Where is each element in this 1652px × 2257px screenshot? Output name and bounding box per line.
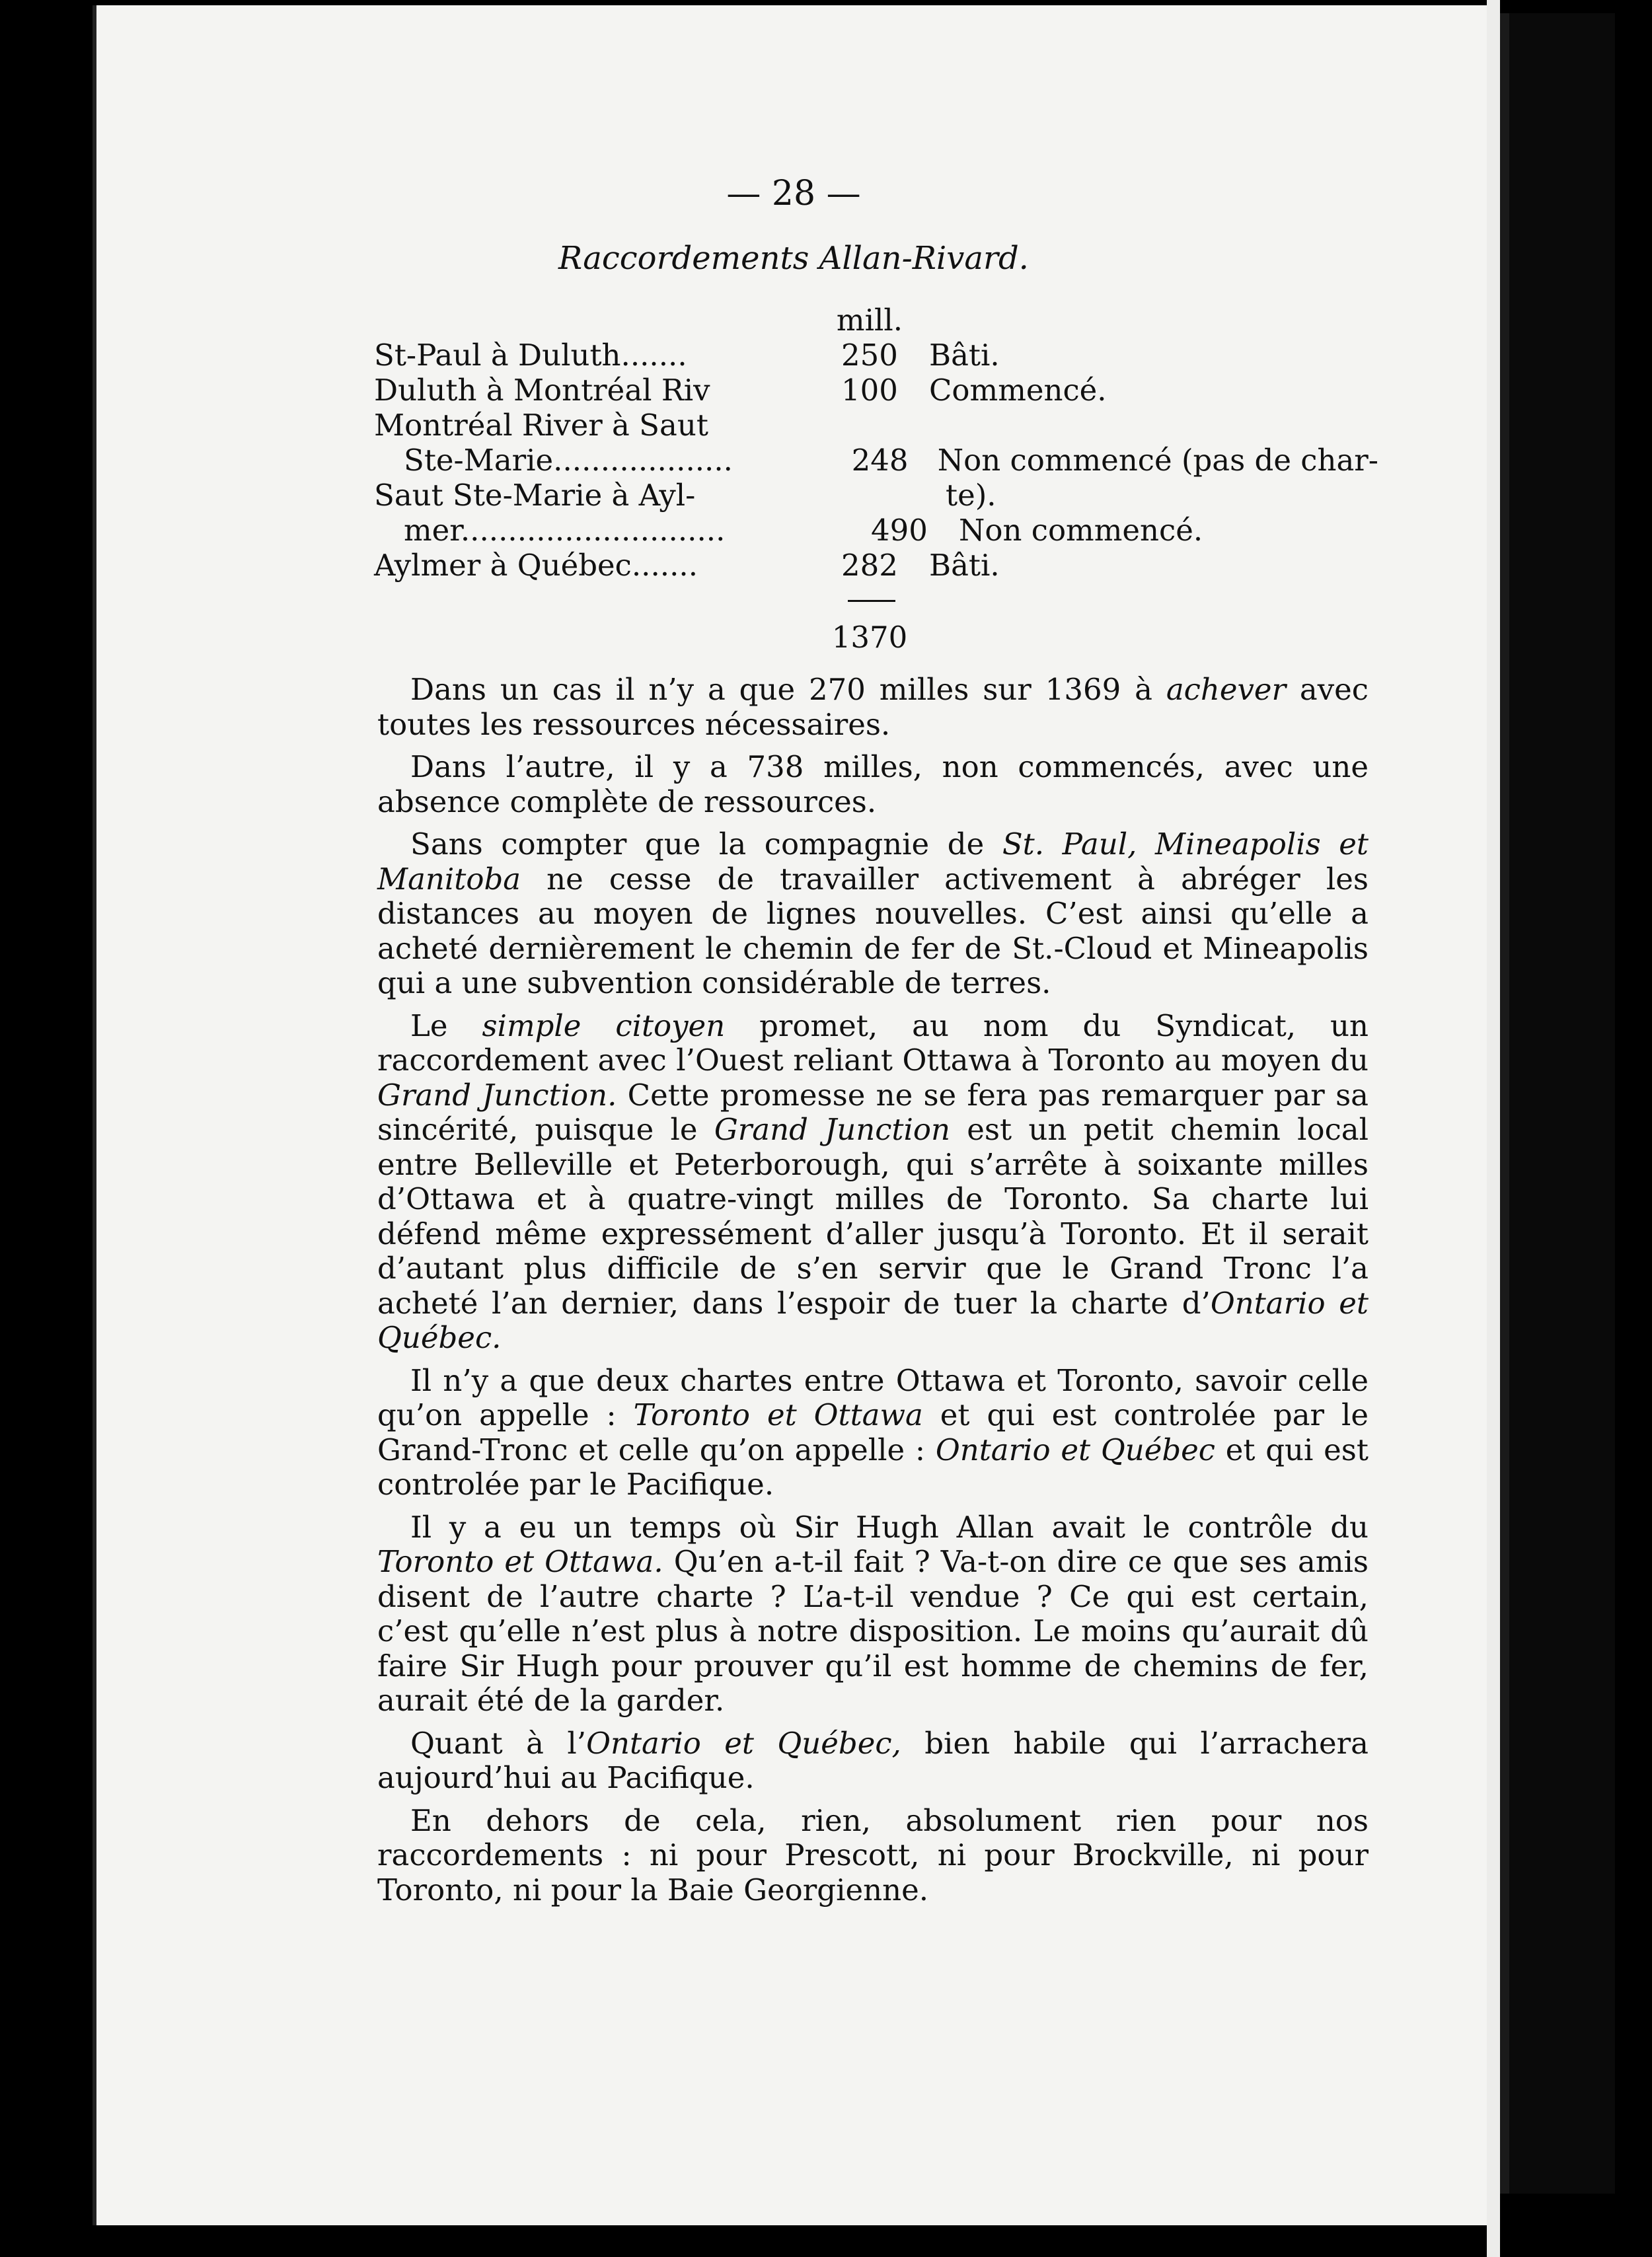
- route-status: Commencé.: [929, 373, 1107, 408]
- table-row: [374, 443, 1378, 478]
- paragraph: Il n’y a que deux chartes entre Ottawa et Toronto, savoir celle qu’on appelle : Toronto et Ottawa et qui est controlée par le Grand-Tronc et celle qu’on appelle : Ontario et Québec et qui est controlée par le Pacifique.: [377, 1362, 1369, 1502]
- table-row: [374, 513, 1378, 548]
- table-row: [374, 373, 1378, 408]
- paragraph: En dehors de cela, rien, absolument rien pour nos raccordements : ni pour Prescott, ni pour Brockville, ni pour Toronto, ni pour la Baie Georgienne.: [377, 1802, 1369, 1907]
- sum-rule: [848, 600, 895, 602]
- route-miles: 100: [841, 373, 898, 408]
- route-miles: 250: [841, 338, 898, 373]
- table-row: [374, 338, 1378, 373]
- route-miles: 248: [851, 443, 909, 478]
- route-name: Saut Ste-Marie à Ayl-: [374, 478, 696, 513]
- paragraph: Quant à l’Ontario et Québec, bien habile qui l’arrachera aujourd’hui au Pacifique.: [377, 1725, 1369, 1795]
- page-number: — 28 —: [726, 174, 861, 213]
- route-status: Bâti.: [929, 338, 1000, 373]
- page-edge: [1487, 0, 1500, 2257]
- route-status: te).: [946, 478, 996, 513]
- paragraph: Le simple citoyen promet, au nom du Syndicat, un raccordement avec l’Ouest reliant Ottawa à Toronto au moyen du Grand Junction. Cette promesse ne se fera pas remarquer par sa sincérité, puisque le Grand Junction est un petit chemin local entre Belleville et Peterborough, qui s’arrête à soixante milles d’Ottawa et à quatre-vingt milles de Toronto. Sa charte lui défend même expressément d’aller jusqu’à Toronto. Et il serait d’autant plus difficile de s’en servir que le Grand Tronc l’a acheté l’an dernier, dans l’espoir de tuer la charte d’Ontario et Québec.: [377, 1008, 1369, 1355]
- table-row: [374, 408, 1378, 443]
- route-miles: 282: [841, 548, 898, 583]
- unit-label: mill.: [836, 303, 903, 338]
- body-text: [377, 673, 1369, 1915]
- paragraph: Dans un cas il n’y a que 270 milles sur 1369 à achever avec toutes les ressources nécessaires.: [377, 672, 1369, 742]
- book-page: [93, 5, 1491, 2225]
- total-miles: 1370: [831, 620, 908, 655]
- route-status: Non commencé (pas de char-: [937, 443, 1378, 478]
- route-status: Bâti.: [929, 548, 1000, 583]
- table-row: [374, 548, 1378, 583]
- route-name: Ste-Marie...................: [404, 443, 733, 478]
- table-row: [374, 478, 1378, 513]
- paragraph: Sans compter que la compagnie de St. Paul, Mineapolis et Manitoba ne cesse de travailler activement à abréger les distances au moyen de lignes nouvelles. C’est ainsi qu’elle a acheté dernièrement le chemin de fer de St.-Cloud et Mineapolis qui a une subvention considérable de terres.: [377, 827, 1369, 1000]
- route-name: Duluth à Montréal Riv: [374, 373, 710, 408]
- route-name: Montréal River à Saut: [374, 408, 708, 443]
- route-status: [916, 408, 1378, 443]
- route-status: Non commencé.: [959, 513, 1203, 548]
- table-unit-row: [374, 303, 1378, 338]
- route-name: Aylmer à Québec.......: [374, 548, 698, 583]
- paragraph: Il y a eu un temps où Sir Hugh Allan avait le contrôle du Toronto et Ottawa. Qu’en a-t-il fait ? Va-t-on dire ce que ses amis disent de l’autre charte ? L’a-t-il vendue ? Ce qui est certain, c’est qu’elle n’est plus à notre disposition. Le moins qu’aurait dû faire Sir Hugh pour prouver qu’il est homme de chemins de fer, aurait été de la garder.: [377, 1509, 1369, 1718]
- route-name: St-Paul à Duluth.......: [374, 338, 687, 373]
- route-miles: [823, 408, 916, 443]
- adjacent-page-edge: [1500, 13, 1615, 2194]
- mileage-table: [374, 303, 1378, 583]
- paragraph: Dans l’autre, il y a 738 milles, non commencés, avec une absence complète de ressources.: [377, 749, 1369, 819]
- route-name: mer............................: [404, 513, 726, 548]
- section-heading: Raccordements Allan-Rivard.: [558, 240, 1029, 277]
- route-miles: 490: [871, 513, 928, 548]
- route-miles: [823, 478, 916, 513]
